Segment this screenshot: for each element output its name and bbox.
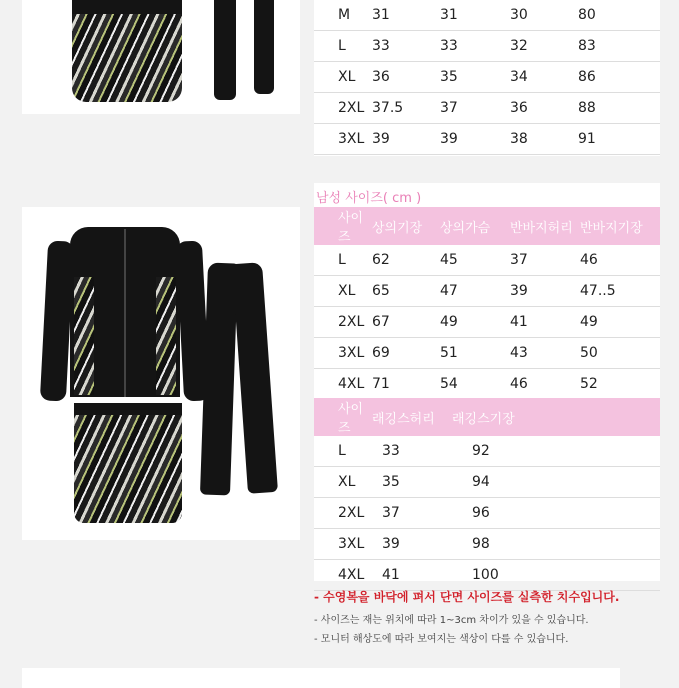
note-line: - 사이즈는 재는 위치에 따라 1~3cm 차이가 있을 수 있습니다. [314,615,589,626]
size-table-men-leggings [314,398,660,591]
product-photo-men [22,207,300,540]
leggings-image [214,0,236,100]
table-row: XL 65 47 39 47..5 [314,276,660,307]
product-photo-top [22,0,300,114]
size-table-top [314,0,660,156]
section-title: 남성 사이즈( cm ) [316,191,422,206]
size-notes [314,588,660,649]
table-row: M 31 31 30 80 [314,0,660,31]
jacket-side-panel-right [156,277,176,395]
table-row: XL 36 35 34 86 [314,62,660,93]
table-row: 4XL 71 54 46 52 [314,369,660,400]
shorts-waistband [72,0,182,14]
next-section-card [22,668,620,688]
table-row: L 33 33 32 83 [314,31,660,62]
jacket-side-panel-left [74,277,94,395]
leggings-right-leg [232,262,278,494]
size-table-men-top [314,207,660,400]
table-row: XL 35 94 [314,467,660,498]
table-row: 4XL 41 100 [314,560,660,591]
leggings-left-leg [200,263,238,496]
jacket-zipper [124,229,126,397]
table-row: 3XL 69 51 43 50 [314,338,660,369]
size-table-top-grid [314,0,660,155]
shorts-image [74,405,182,523]
shorts-waistband [74,403,182,415]
table-row: L 62 45 37 46 [314,245,660,276]
table-row: 3XL 39 98 [314,529,660,560]
table-row: L 33 92 [314,436,660,467]
size-table-men [314,183,660,581]
table-row: 3XL 39 39 38 91 [314,124,660,155]
table-header: 사이즈 상의기장 상의가슴 반바지허리 반바지기장 [314,207,660,245]
shorts-image [72,10,182,102]
note-main: - 수영복을 바닥에 펴서 단면 사이즈를 실측한 치수입니다. [314,590,620,604]
table-row: 2XL 37.5 37 36 88 [314,93,660,124]
table-header: 사이즈 래깅스허리 래깅스기장 [314,398,660,436]
table-row: 2XL 37 96 [314,498,660,529]
table-row: 2XL 67 49 41 49 [314,307,660,338]
leggings-image-right [254,0,274,94]
note-line: - 모니터 해상도에 따라 보여지는 색상이 다를 수 있습니다. [314,634,569,645]
